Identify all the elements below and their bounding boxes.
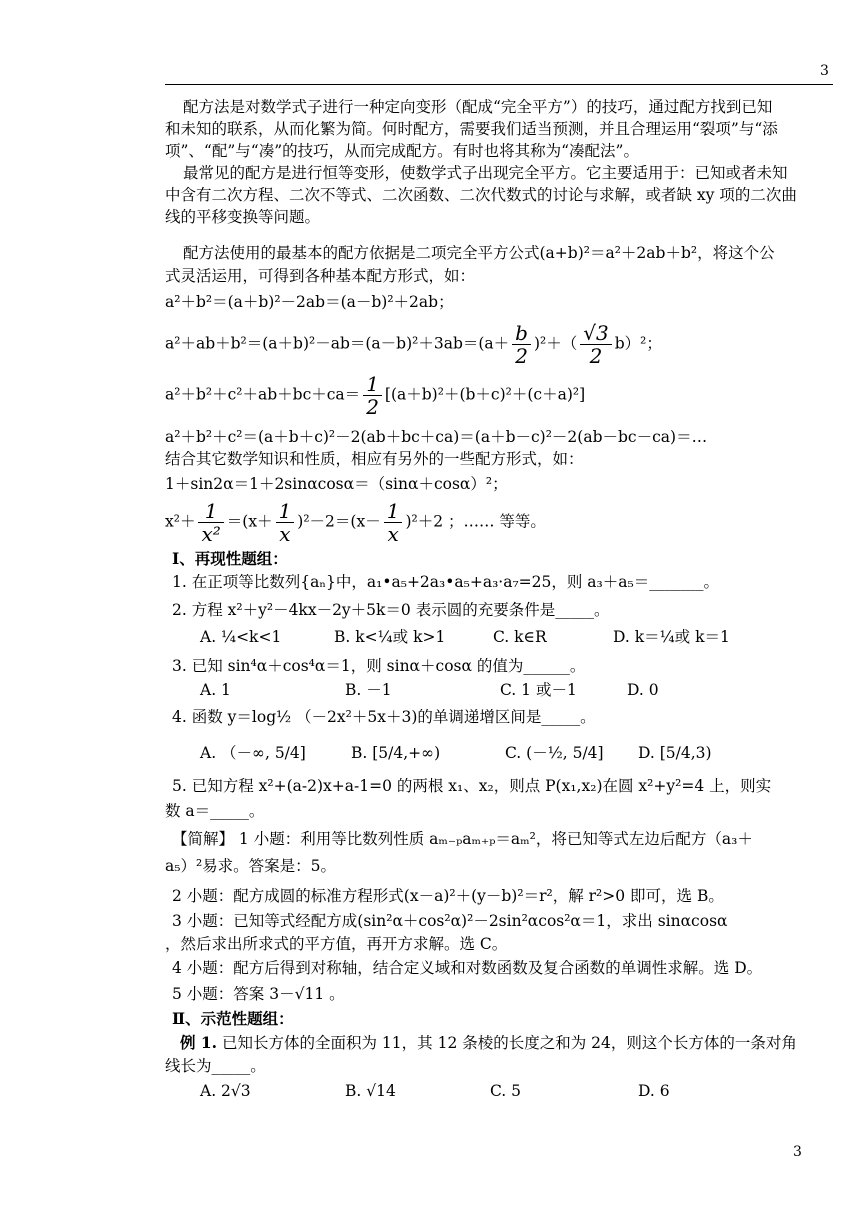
formula-2-part-a: a²＋ab＋b²＝(a＋b)²－ab＝(a－b)²＋3ab＝(a＋ bbox=[165, 334, 510, 353]
question-2-option-b: B. k<¼或 k>1 bbox=[334, 628, 446, 646]
formula-7-part-g: )²－2＝(x－ bbox=[297, 512, 381, 531]
question-1: 1. 在正项等比数列{aₙ}中，a₁•a₅+2a₃•a₅+a₃·a₇=25，则 a₃＋a₅＝_______。 bbox=[172, 573, 719, 591]
solution-3-line-2: ，然后求出所求式的平方值，再开方求解。选 C。 bbox=[165, 935, 508, 953]
example-1-label: 例 1. bbox=[180, 1033, 218, 1052]
formula-7-fraction-1-over-x bbox=[276, 500, 295, 545]
paragraph-3-line-2: 式灵活运用，可得到各种基本配方形式，如： bbox=[165, 267, 476, 285]
paragraph-2-line-1: 最常见的配方是进行恒等变形，使数学式子出现完全平方。它主要适用于：已知或者未知 bbox=[183, 164, 788, 182]
formula-7-part-d: ＝(x＋ bbox=[226, 512, 273, 531]
formula-5: 结合其它数学知识和性质，相应有另外的一些配方形式，如： bbox=[165, 450, 584, 468]
paragraph-2-line-3: 线的平移变换等问题。 bbox=[165, 208, 321, 226]
solution-5: 5 小题：答案 3－√11 。 bbox=[172, 985, 345, 1003]
question-3: 3. 已知 sin⁴α＋cos⁴α＝1，则 sinα＋cosα 的值为______。 bbox=[172, 657, 586, 675]
question-4-option-b: B. [5/4,+∞) bbox=[351, 744, 441, 762]
question-4-option-d: D. [5/4,3) bbox=[638, 744, 712, 762]
question-2-option-c: C. k∈R bbox=[493, 628, 547, 646]
question-4-option-c: C. (－½, 5/4] bbox=[505, 744, 604, 762]
solution-1-line-2: a₅）²易求。答案是：5。 bbox=[165, 857, 337, 875]
example-1-text: 已知长方体的全面积为 11，其 12 条棱的长度之和为 24，则这个长方体的一条对角 bbox=[217, 1034, 797, 1052]
paragraph-1-line-3: 项”、“配”与“凑”的技巧，从而完成配方。有时也将其称为“凑配法”。 bbox=[165, 142, 639, 160]
solution-4: 4 小题：配方后得到对称轴，结合定义域和对数函数及复合函数的单调性求解。选 D。 bbox=[172, 959, 763, 977]
formula-1: a²＋b²＝(a＋b)²－2ab＝(a－b)²＋2ab； bbox=[165, 293, 454, 311]
question-2: 2. 方程 x²＋y²－4kx－2y＋5k＝0 表示圆的充要条件是_____。 bbox=[172, 601, 610, 619]
formula-2-fraction-b-over-2 bbox=[512, 322, 531, 367]
paragraph-2-line-2: 中含有二次方程、二次不等式、二次函数、二次代数式的讨论与求解，或者缺 xy 项的二次曲 bbox=[165, 186, 797, 204]
question-5-line-2: 数 a＝_____。 bbox=[165, 802, 265, 820]
question-3-option-d: D. 0 bbox=[627, 681, 659, 699]
question-3-option-b: B. －1 bbox=[345, 681, 392, 699]
question-5-line-1: 5. 已知方程 x²+(a-2)x+a-1=0 的两根 x₁、x₂，则点 P(x₁,x₂)在圆 x²+y²=4 上，则实 bbox=[172, 777, 772, 795]
formula-4: a²＋b²＋c²＝(a＋b＋c)²－2(ab＋bc＋ca)＝(a＋b－c)²－2(ab－bc－ca)＝… bbox=[165, 428, 708, 446]
fraction-denominator: x bbox=[279, 522, 291, 546]
fraction-numerator: b bbox=[512, 322, 531, 345]
fraction-numerator: 1 bbox=[276, 500, 295, 523]
formula-7-part-a: x²＋ bbox=[165, 512, 196, 531]
fraction-denominator: x² bbox=[201, 522, 221, 546]
question-4: 4. 函数 y＝log½ （－2x²＋5x＋3)的单调递增区间是_____。 bbox=[172, 708, 596, 726]
example-1-option-a: A. 2√3 bbox=[200, 1082, 251, 1100]
fraction-denominator: 2 bbox=[515, 344, 528, 368]
formula-3 bbox=[165, 373, 585, 418]
paragraph-3-line-1: 配方法使用的最基本的配方依据是二项完全平方公式(a+b)²＝a²＋2ab＋b²，将这个公 bbox=[183, 244, 775, 262]
formula-2-fraction-sqrt3-over-2 bbox=[580, 322, 611, 367]
formula-7-fraction-1-over-x-second bbox=[384, 500, 403, 545]
paragraph-1-line-1: 配方法是对数学式子进行一种定向变形（配成“完全平方”）的技巧，通过配方找到已知 bbox=[183, 98, 773, 116]
example-1-option-d: D. 6 bbox=[638, 1082, 670, 1100]
example-1-line-1 bbox=[180, 1032, 797, 1054]
formula-7-fraction-1-over-x2 bbox=[198, 500, 223, 545]
formula-2-part-d: )²＋（ bbox=[533, 334, 578, 353]
footer-page-number: 3 bbox=[793, 1144, 802, 1160]
solution-3-line-1: 3 小题：已知等式经配方成(sin²α＋cos²α)²－2sin²αcos²α＝1，求出 sinαcosα bbox=[172, 912, 728, 930]
paragraph-1-line-2: 和未知的联系，从而化繁为简。何时配方，需要我们适当预测，并且合理运用“裂项”与“添 bbox=[165, 120, 778, 138]
example-1-line-2: 线长为_____。 bbox=[165, 1057, 266, 1075]
fraction-denominator: 2 bbox=[589, 344, 603, 368]
fraction-numerator: 1 bbox=[198, 500, 223, 523]
header-rule bbox=[165, 84, 833, 85]
formula-7-part-j: )²＋2 ；…… 等等。 bbox=[405, 512, 546, 531]
formula-2 bbox=[165, 322, 662, 367]
example-1-option-b: B. √14 bbox=[345, 1082, 396, 1100]
fraction-numerator: 1 bbox=[384, 500, 403, 523]
fraction-denominator: x bbox=[387, 522, 399, 546]
example-1-option-c: C. 5 bbox=[490, 1082, 522, 1100]
fraction-denominator: 2 bbox=[366, 395, 379, 419]
formula-3-part-d: [(a＋b)²＋(b＋c)²＋(c＋a)²] bbox=[384, 385, 586, 404]
formula-3-part-a: a²＋b²＋c²＋ab＋bc＋ca＝ bbox=[165, 385, 361, 404]
solution-1-line-1: 【简解】 1 小题：利用等比数列性质 aₘ₋ₚaₘ₊ₚ＝aₘ²，将已知等式左边后配方（a₃＋ bbox=[172, 830, 753, 848]
section-1-title: Ⅰ、再现性题组： bbox=[172, 549, 288, 568]
solution-2: 2 小题：配方成圆的标准方程形式(x－a)²＋(y－b)²＝r²，解 r²>0 即可，选 B。 bbox=[172, 887, 724, 905]
question-2-option-d: D. k＝¼或 k＝1 bbox=[613, 628, 730, 646]
formula-6: 1＋sin2α＝1＋2sinαcosα＝（sinα＋cosα）²； bbox=[165, 475, 508, 493]
formula-3-fraction-one-half bbox=[363, 373, 382, 418]
question-3-option-a: A. 1 bbox=[200, 681, 231, 699]
question-4-option-a: A. （－∞, 5/4] bbox=[200, 744, 306, 762]
question-3-option-c: C. 1 或－1 bbox=[500, 681, 577, 699]
fraction-numerator: √3 bbox=[580, 322, 611, 345]
question-2-option-a: A. ¼<k<1 bbox=[200, 628, 282, 646]
header-page-number: 3 bbox=[820, 63, 829, 79]
formula-2-part-g: b）²； bbox=[614, 334, 662, 353]
formula-7 bbox=[165, 500, 546, 545]
section-2-title: Ⅱ、示范性题组： bbox=[172, 1009, 294, 1028]
fraction-numerator: 1 bbox=[363, 373, 382, 396]
